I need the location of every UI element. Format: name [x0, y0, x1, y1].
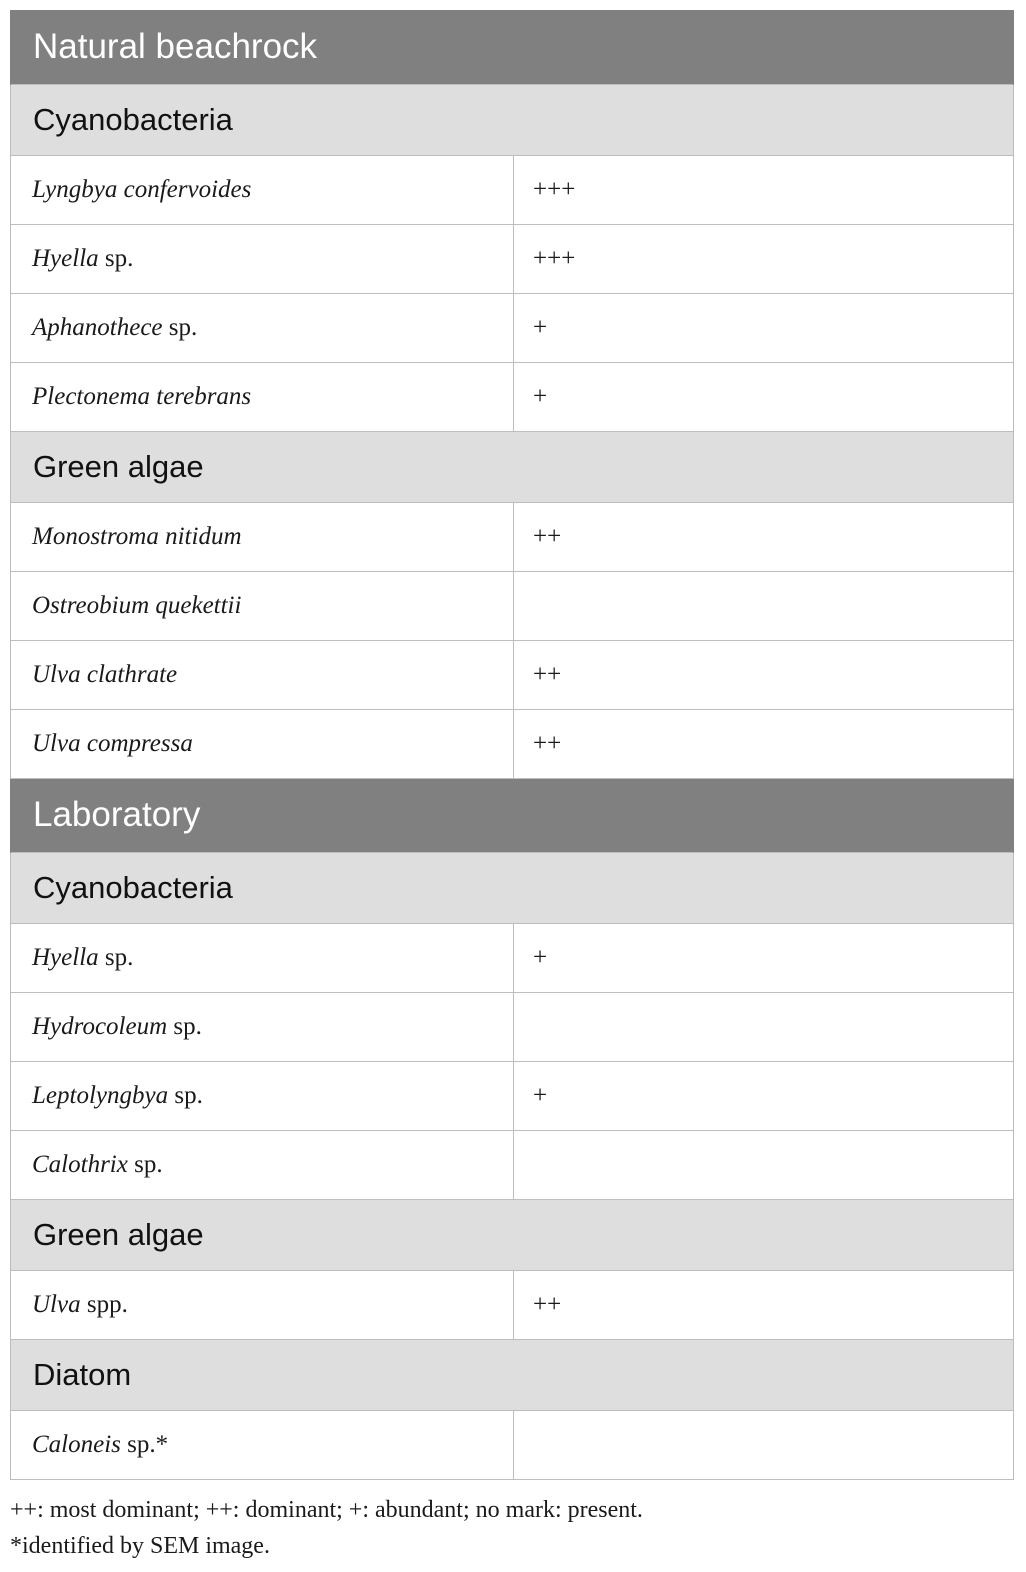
abundance-mark: + [514, 362, 1014, 431]
species-name: Lyngbya confervoides [32, 175, 252, 203]
species-name: Monostroma nitidum [32, 522, 242, 550]
group-title: Cyanobacteria [11, 84, 1014, 155]
group-header-row [11, 852, 1014, 923]
group-title: Diatom [11, 1339, 1014, 1410]
species-suffix: sp. [127, 1150, 163, 1178]
abundance-mark: ++ [514, 709, 1014, 778]
table-row [11, 293, 1014, 362]
group-title: Cyanobacteria [11, 852, 1014, 923]
species-name: Plectonema terebrans [32, 382, 252, 410]
table-row [11, 709, 1014, 778]
abundance-mark: +++ [514, 224, 1014, 293]
table-row [11, 1061, 1014, 1130]
species-suffix: sp. [167, 1012, 202, 1040]
group-header-row [11, 1339, 1014, 1410]
group-header-row [11, 84, 1014, 155]
abundance-mark: ++ [514, 1270, 1014, 1339]
table-row [11, 640, 1014, 709]
species-suffix: sp. [162, 313, 198, 341]
species-name: Ulva compressa [32, 729, 193, 757]
table-row [11, 571, 1014, 640]
abundance-mark: ++ [514, 640, 1014, 709]
species-cell [11, 502, 514, 571]
group-header-row [11, 1199, 1014, 1270]
section-title: Natural beachrock [11, 10, 1014, 84]
species-suffix: spp. [80, 1290, 128, 1318]
table-row [11, 1130, 1014, 1199]
species-suffix: sp. [168, 1081, 203, 1109]
species-cell [11, 1061, 514, 1130]
abundance-mark [514, 1410, 1014, 1479]
abundance-mark [514, 1130, 1014, 1199]
species-cell [11, 155, 514, 224]
species-cell [11, 1130, 514, 1199]
species-cell [11, 224, 514, 293]
table-row [11, 1410, 1014, 1479]
group-title: Green algae [11, 431, 1014, 502]
species-table [10, 10, 1014, 1480]
table-row [11, 155, 1014, 224]
species-suffix: sp. [98, 943, 134, 971]
table-row [11, 923, 1014, 992]
section-header-row [11, 778, 1014, 852]
legend-footnote: ++: most dominant; ++: dominant; +: abundant; no mark: present. [10, 1497, 643, 1523]
species-name: Hydrocoleum [32, 1012, 168, 1040]
table-row [11, 992, 1014, 1061]
species-suffix: sp.* [120, 1430, 169, 1458]
species-cell [11, 992, 514, 1061]
species-name: Ulva [32, 1290, 81, 1318]
species-cell [11, 362, 514, 431]
abundance-mark: +++ [514, 155, 1014, 224]
species-name: Hyella [32, 244, 99, 272]
table-row [11, 362, 1014, 431]
table-footnotes [10, 1492, 1013, 1564]
species-name: Ostreobium quekettii [32, 591, 242, 619]
section-title: Laboratory [11, 778, 1014, 852]
abundance-mark [514, 992, 1014, 1061]
sem-footnote: *identified by SEM image. [10, 1533, 270, 1559]
species-name: Aphanothece [32, 313, 163, 341]
species-cell [11, 923, 514, 992]
species-name: Ulva clathrate [32, 660, 178, 688]
section-header-row [11, 10, 1014, 84]
abundance-mark: + [514, 293, 1014, 362]
abundance-mark: ++ [514, 502, 1014, 571]
abundance-mark: + [514, 923, 1014, 992]
species-name: Calothrix [32, 1150, 128, 1178]
species-cell [11, 571, 514, 640]
species-name: Caloneis [32, 1430, 121, 1458]
table-row [11, 1270, 1014, 1339]
species-cell [11, 293, 514, 362]
species-name: Leptolyngbya [32, 1081, 169, 1109]
table-row [11, 502, 1014, 571]
species-suffix: sp. [98, 244, 134, 272]
species-cell [11, 1270, 514, 1339]
group-header-row [11, 431, 1014, 502]
species-cell [11, 709, 514, 778]
species-name: Hyella [32, 943, 99, 971]
species-cell [11, 1410, 514, 1479]
group-title: Green algae [11, 1199, 1014, 1270]
table-row [11, 224, 1014, 293]
abundance-mark: + [514, 1061, 1014, 1130]
species-cell [11, 640, 514, 709]
abundance-mark [514, 571, 1014, 640]
